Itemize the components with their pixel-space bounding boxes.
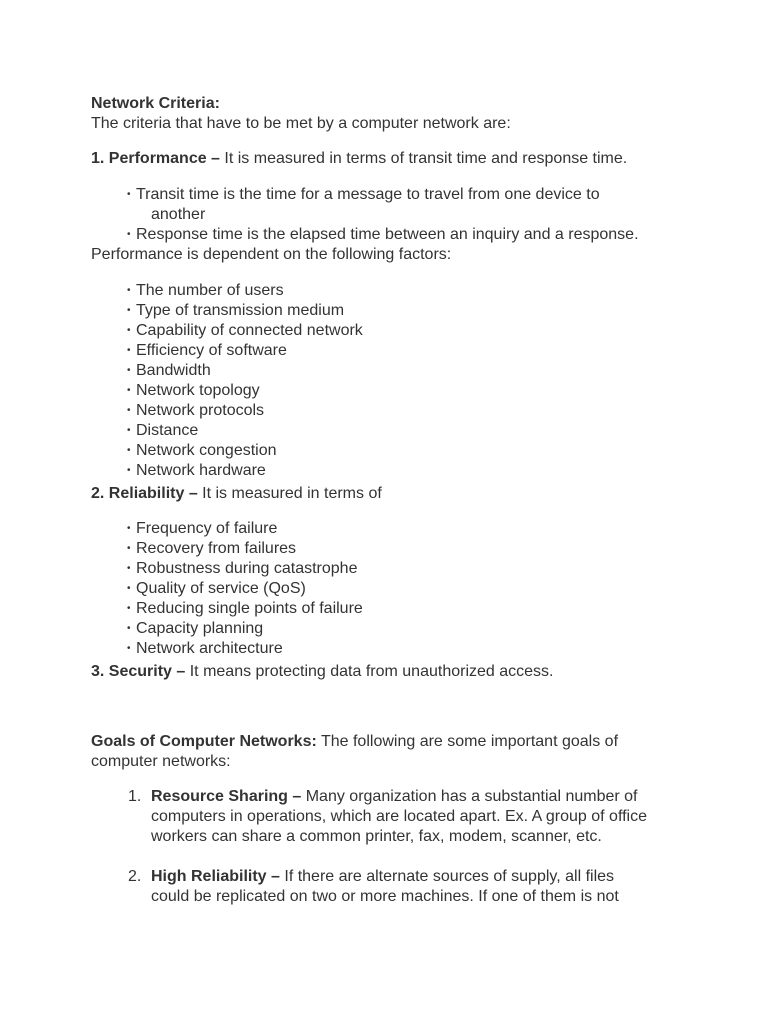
reliability-list	[91, 519, 691, 659]
list-item: • Network congestion	[127, 442, 277, 459]
bullet-icon: •	[127, 229, 131, 240]
goals-intro: Goals of Computer Networks: The following are some important goals of computer networks:	[91, 733, 619, 770]
list-item: • Recovery from failures	[127, 540, 297, 557]
bullet-icon: •	[127, 643, 131, 654]
bullet-icon: •	[127, 405, 131, 416]
bullet-icon: •	[127, 305, 131, 316]
criteria-heading: Network Criteria:	[91, 95, 220, 112]
list-item: • Network architecture	[127, 640, 283, 657]
list-item: • Robustness during catastrophe	[127, 560, 358, 577]
bullet-icon: •	[127, 465, 131, 476]
list-item: • Reducing single points of failure	[127, 600, 363, 617]
reliability-text: It is measured in terms of	[197, 485, 382, 502]
reliability-label: 2. Reliability –	[91, 485, 198, 502]
bullet-icon: •	[127, 425, 131, 436]
security-text: It means protecting data from unauthorized access.	[185, 663, 554, 680]
bullet-icon: •	[127, 385, 131, 396]
list-item: 1. Resource Sharing – Many organization has a substantial number of computers in operations, which are located apart. Ex. A group of office workers can share a common printer, fax, modem, scanner, etc.	[128, 788, 647, 845]
list-item: • Network protocols	[127, 402, 265, 419]
security-label: 3. Security –	[91, 663, 186, 680]
document-page	[91, 94, 691, 907]
reliability-paragraph	[91, 484, 691, 504]
list-item: • Network hardware	[127, 462, 266, 479]
list-item: • Efficiency of software	[127, 342, 287, 359]
list-item: • Network topology	[127, 382, 260, 399]
list-item: • Transit time is the time for a message to travel from one device to another	[127, 186, 600, 223]
list-item: 2. High Reliability – If there are alternate sources of supply, all files could be replicated on two or more machines. If one of them is not	[128, 868, 619, 905]
security-paragraph	[91, 662, 691, 682]
list-item: • Type of transmission medium	[127, 302, 345, 319]
factors-list	[91, 281, 691, 481]
performance-list	[91, 185, 691, 245]
bullet-icon: •	[127, 583, 131, 594]
bullet-icon: •	[127, 445, 131, 456]
goals-heading: Goals of Computer Networks:	[91, 733, 317, 750]
bullet-icon: •	[127, 325, 131, 336]
bullet-icon: •	[127, 603, 131, 614]
list-number: 2.	[128, 868, 142, 885]
performance-paragraph	[91, 149, 691, 169]
list-item: • Response time is the elapsed time between an inquiry and a response.	[127, 226, 639, 243]
list-item: • Distance	[127, 422, 199, 439]
list-item: • Bandwidth	[127, 362, 211, 379]
list-item: • Capability of connected network	[127, 322, 363, 339]
performance-label: 1. Performance –	[91, 150, 220, 167]
bullet-icon: •	[127, 543, 131, 554]
bullet-icon: •	[127, 523, 131, 534]
bullet-icon: •	[127, 623, 131, 634]
performance-text: It is measured in terms of transit time and response time.	[219, 150, 628, 167]
bullet-icon: •	[127, 563, 131, 574]
factors-intro: Performance is dependent on the following factors:	[91, 246, 452, 263]
bullet-icon: •	[127, 285, 131, 296]
list-item: • Capacity planning	[127, 620, 264, 637]
list-item: • Quality of service (QoS)	[127, 580, 306, 597]
criteria-intro: The criteria that have to be met by a computer network are:	[91, 115, 511, 132]
list-item: • The number of users	[127, 282, 284, 299]
list-number: 1.	[128, 788, 142, 805]
goals-list	[91, 787, 691, 907]
bullet-icon: •	[127, 189, 131, 200]
bullet-icon: •	[127, 345, 131, 356]
list-item: • Frequency of failure	[127, 520, 278, 537]
bullet-icon: •	[127, 365, 131, 376]
